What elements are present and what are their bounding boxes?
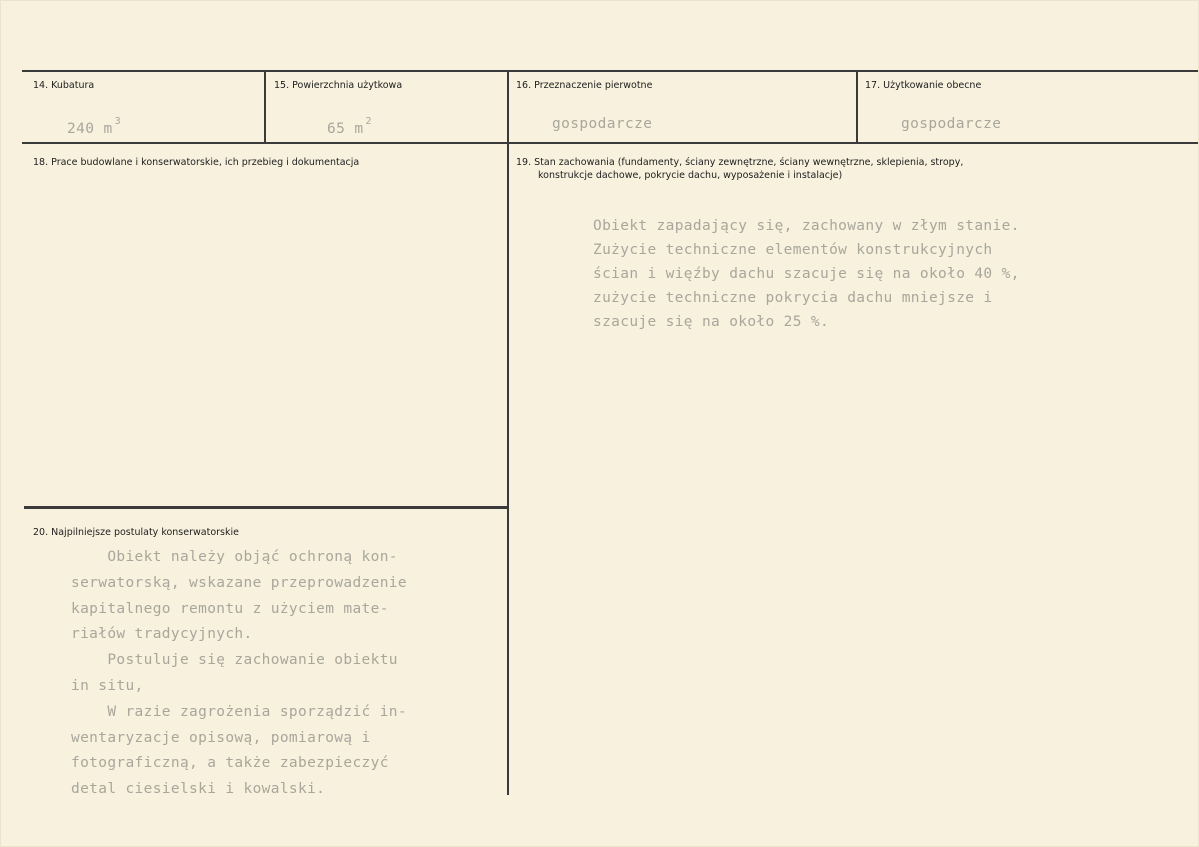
field-20-label: 20. Najpilniejsze postulaty konserwatorskie <box>33 527 239 538</box>
postulaty-line: riałów tradycyjnych. <box>71 626 253 643</box>
stan-line: Zużycie techniczne elementów konstrukcyjnych <box>593 242 993 258</box>
field-18-label: 18. Prace budowlane i konserwatorskie, ich przebieg i dokumentacja <box>33 157 360 168</box>
field-17-label: 17. Użytkowanie obecne <box>865 80 982 91</box>
stan-line: szacuje się na około 25 %. <box>593 314 830 330</box>
powierzchnia-value: 65 m <box>327 121 364 137</box>
stan-line: Obiekt zapadający się, zachowany w złym stanie. <box>593 218 1020 234</box>
postulaty-line: Obiekt należy objąć ochroną kon- <box>71 549 398 565</box>
top-rule <box>22 70 1198 72</box>
field-19-text <box>593 214 1020 334</box>
stan-line: zużycie techniczne pokrycia dachu mniejsze i <box>593 290 993 306</box>
divider-16-17 <box>856 71 858 143</box>
field-17-value: gospodarcze <box>901 116 1002 132</box>
field-20-text <box>71 545 407 803</box>
powierzchnia-exponent: 2 <box>365 116 372 127</box>
field-19-label-line1: 19. Stan zachowania (fundamenty, ściany zewnętrzne, ściany wewnętrzne, sklepienia, stropy, <box>516 157 964 168</box>
postulaty-line: W razie zagrożenia sporządzić in- <box>71 703 407 720</box>
field-15-value <box>327 116 372 137</box>
postulaty-line: kapitalnego remontu z użyciem mate- <box>71 600 389 617</box>
divider-main <box>507 143 509 795</box>
postulaty-line: serwatorską, wskazane przeprowadzenie <box>71 574 407 591</box>
postulaty-line: in situ, <box>71 677 144 694</box>
field-14-value <box>67 116 121 137</box>
divider-14-15 <box>264 71 266 143</box>
field-16-label: 16. Przeznaczenie pierwotne <box>516 80 653 91</box>
kubatura-value: 240 m <box>67 121 113 137</box>
field-14-label: 14. Kubatura <box>33 80 95 91</box>
stan-line: ścian i więźby dachu szacuje się na około 40 %, <box>593 266 1020 282</box>
field-15-label: 15. Powierzchnia użytkowa <box>274 80 403 91</box>
field-19-label-line2: konstrukcje dachowe, pokrycie dachu, wyposażenie i instalacje) <box>538 170 843 181</box>
row1-bottom-rule <box>22 142 1198 144</box>
postulaty-line: Postuluje się zachowanie obiektu <box>71 652 398 669</box>
postulaty-line: fotograficzną, a także zabezpieczyć <box>71 755 389 772</box>
kubatura-exponent: 3 <box>114 116 122 127</box>
divider-15-16 <box>507 71 509 143</box>
postulaty-line: detal ciesielski i kowalski. <box>71 781 326 798</box>
postulaty-line: wentaryzacje opisową, pomiarową i <box>71 729 371 746</box>
rule-18-20 <box>24 506 508 509</box>
field-16-value: gospodarcze <box>552 116 653 132</box>
